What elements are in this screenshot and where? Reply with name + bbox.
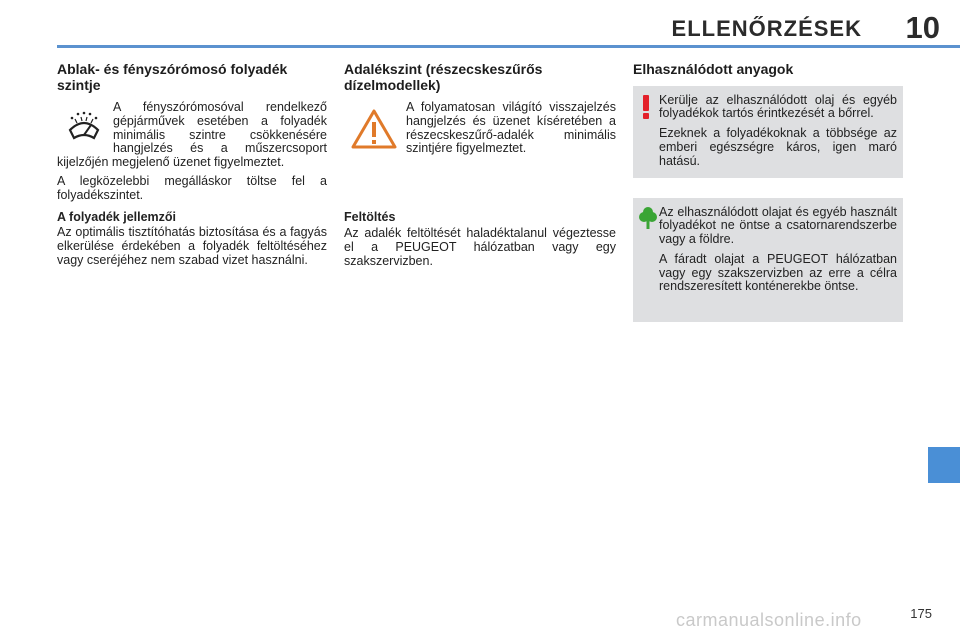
page-number: 175 (910, 606, 932, 621)
additive-warning-text: A folyamatosan világító visszajelzés hangjelzés és üzenet kíséretében a részecskeszűrő-adalék minimális szintjére figyelmeztet. (406, 100, 616, 156)
column-additive-level (344, 62, 616, 273)
caution-text-2: Ezeknek a folyadékoknak a többsége az emberi egészségre káros, igen maró hatású. (659, 126, 897, 168)
column-washer-fluid (57, 62, 327, 273)
watermark: carmanualsonline.info (676, 610, 862, 630)
section-heading: Elhasználódott anyagok (633, 61, 794, 77)
fluid-spec-heading: A folyadék jellemzői (57, 209, 177, 224)
refill-text: A legközelebbi megálláskor töltse fel a folyadékszintet. (57, 173, 327, 202)
header-rule (57, 45, 960, 48)
chapter-title: ELLENŐRZÉSEK (671, 16, 862, 41)
fluid-spec-text: Az optimális tisztítóhatás biztosítása és a fagyás elkerülése érdekében a folyadék feltöltéséhez vagy cseréjéhez nem szabad vizet használni. (57, 225, 327, 267)
refill-heading: Feltöltés (344, 210, 396, 225)
additive-paragraph (344, 101, 616, 156)
environment-text-1: Az elhasználódott olajat és egyéb használt folyadékot ne öntse a csatornarendszerbe vagy a földre. (659, 204, 897, 247)
caution-text-1: Kerülje az elhasználódott olaj és egyéb folyadékok tartós érintkezését a bőrrel. (659, 92, 897, 121)
caution-box (633, 86, 903, 178)
windscreen-washer-icon (57, 101, 111, 151)
washer-paragraph (57, 101, 327, 170)
exclamation-icon (639, 94, 653, 124)
chapter-number: 10 (905, 10, 940, 45)
additive-refill-text: Az adalék feltöltését haladéktalanul végeztesse el a PEUGEOT hálózatban vagy egy szakszervizben. (344, 225, 616, 268)
environment-text-2: A fáradt olajat a PEUGEOT hálózatban vagy egy szakszervizben az erre a célra rendszeresített konténerekbe öntse. (659, 251, 897, 294)
washer-warning-text: A fényszórómosóval rendelkező gépjárművek esetében a folyadék minimális szintre csökkenésére hangjelzés és a műszercsoport kijelzőjén megjelenő üzenet figyelmeztet. (57, 100, 327, 170)
warning-triangle-icon (344, 101, 404, 157)
section-heading: Adalékszint (részecskeszűrős dízelmodellek) (344, 61, 543, 93)
column-used-materials (633, 62, 903, 342)
chapter-side-tab (928, 447, 960, 483)
environment-box (633, 198, 903, 322)
section-heading: Ablak- és fényszórómosó folyadék szintje (57, 61, 288, 93)
tree-icon (639, 206, 657, 234)
